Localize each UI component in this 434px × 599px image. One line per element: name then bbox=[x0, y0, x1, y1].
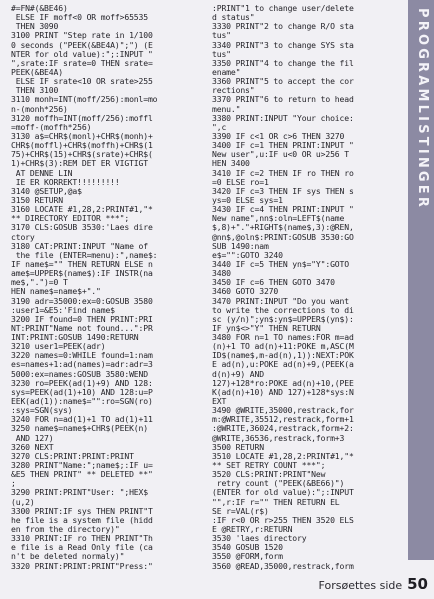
code-line: 3240 FOR n=ad(1)+1 TO ad(1)+11 bbox=[11, 415, 153, 425]
code-line: EXT bbox=[212, 397, 227, 407]
code-line: IF yn$<>"Y" THEN RETURN bbox=[212, 323, 321, 333]
code-line: d(n)+9) AND bbox=[212, 369, 264, 379]
code-line: HEN 3400 bbox=[212, 159, 250, 169]
code-line: 3520 CLS:PRINT:PRINT"New bbox=[212, 470, 326, 480]
code-line: 75)+CHR$(15)+CHR$(srate)+CHR$( bbox=[11, 150, 153, 160]
sidebar-title: PROGRAMLISTINGER bbox=[415, 8, 430, 211]
code-line: 3320 PRINT:PRINT:PRINT"Press:" bbox=[11, 561, 153, 571]
code-line: sys=PEEK(ad(1)+10) AND 128:u=P bbox=[11, 387, 153, 397]
code-line: 3150 RETURN bbox=[11, 195, 63, 205]
code-line: rections" bbox=[212, 86, 255, 96]
code-line: INT:PRINT:GOSUB 1490:RETURN bbox=[11, 333, 139, 343]
code-line: 3460 GOTO 3270 bbox=[212, 287, 279, 297]
code-line: en from the directory)" bbox=[11, 525, 120, 535]
page-number: 50 bbox=[407, 575, 428, 593]
code-line: d status" bbox=[212, 13, 255, 23]
continued-label: Forsøettes side bbox=[318, 579, 403, 592]
code-line: 3270 CLS:PRINT:PRINT:PRINT bbox=[11, 451, 134, 461]
code-line: AT DENNE LIN bbox=[11, 168, 73, 178]
code-line: 3170 CLS:GOSUB 3530:'Laes dire bbox=[11, 223, 153, 233]
code-line: ame$=UPPER$(name$):IF INSTR(na bbox=[11, 269, 153, 279]
code-line: 3540 GOSUB 1520 bbox=[212, 543, 283, 553]
code-line: 3450 IF c=6 THEN GOTO 3470 bbox=[212, 278, 335, 288]
code-line: $,8)+"."+RIGHT$(name$,3):@REN, bbox=[212, 223, 354, 233]
code-line: 3430 IF c=4 THEN PRINT:INPUT " bbox=[212, 205, 354, 215]
code-line: NT:PRINT"Name not found...":PR bbox=[11, 323, 153, 333]
code-line: =moff-(moffh*256) bbox=[11, 122, 92, 132]
code-line: he file is a system file (hidd bbox=[11, 515, 153, 525]
code-line: 3390 IF c<1 OR c>6 THEN 3270 bbox=[212, 131, 345, 141]
code-line: 3230 ro=PEEK(ad(1)+9) AND 128: bbox=[11, 378, 153, 388]
code-line: 3300 PRINT:IF sys THEN PRINT"T bbox=[11, 506, 153, 516]
code-line: 3290 PRINT:PRINT"User: ";HEX$ bbox=[11, 488, 148, 498]
code-line: n't be deleted normaly)" bbox=[11, 552, 125, 562]
code-line: 3110 monh=INT(moff/256):monl=mo bbox=[11, 95, 158, 105]
code-line: ** DIRECTORY EDITOR ***"; bbox=[11, 214, 130, 224]
code-line: 3210 user1=PEEK(adr) bbox=[11, 342, 106, 352]
listing-column-left bbox=[11, 4, 207, 571]
code-line: E ad(n),u:POKE ad(n)+9,(PEEK(a bbox=[212, 360, 354, 370]
code-line: the file (ENTER=menu):",name$: bbox=[11, 250, 158, 260]
code-line: THEN 3090 bbox=[11, 22, 59, 32]
code-line: ",srate:IF srate=0 THEN srate= bbox=[11, 58, 153, 68]
code-line: 3400 IF c=1 THEN PRINT:INPUT " bbox=[212, 141, 354, 151]
code-line: 3160 LOCATE #1,28,2:PRINT#1,"* bbox=[11, 205, 153, 215]
code-line: 3200 IF found=0 THEN PRINT:PRI bbox=[11, 314, 153, 324]
code-line: IF name$="" THEN RETURN ELSE n bbox=[11, 259, 153, 269]
code-line: 127)+128*ro:POKE ad(n)+10,(PEE bbox=[212, 378, 354, 388]
code-line: 3250 name$=name$+CHR$(PEEK(n) bbox=[11, 424, 148, 434]
code-line: SUB 1490:nam bbox=[212, 241, 269, 251]
code-line: sc (y/n)";yn$:yn$=UPPER$(yn$): bbox=[212, 314, 354, 324]
code-line: HEN name$=name$+"." bbox=[11, 287, 101, 297]
code-line: retry count ("PEEK(&BE66)") bbox=[212, 479, 345, 489]
code-line: 3190 adr=35000:ex=0:GOSUB 3580 bbox=[11, 296, 153, 306]
code-line: (n)+1 TO ad(n)+11:POKE m,ASC(M bbox=[212, 342, 354, 352]
code-line: ",c bbox=[212, 122, 227, 132]
code-line: THEN 3100 bbox=[11, 86, 59, 96]
code-line: ; bbox=[11, 479, 16, 489]
listing-column-right bbox=[212, 4, 408, 571]
code-line: menu." bbox=[212, 104, 241, 114]
code-line: CHR$(moffl)+CHR$(moffh)+CHR$(1 bbox=[11, 141, 153, 151]
code-line: e$="":GOTO 3240 bbox=[212, 250, 283, 260]
code-line: 3480 FOR n=1 TO names:FOR m=ad bbox=[212, 333, 354, 343]
code-line: 3100 PRINT "Step rate in 1/100 bbox=[11, 31, 153, 41]
code-line: 3340 PRINT"3 to change SYS sta bbox=[212, 40, 354, 50]
code-line: =0 ELSE ro=1 bbox=[212, 177, 269, 187]
code-line: @nn$,@oln$:PRINT:GOSUB 3530:GO bbox=[212, 232, 354, 242]
code-line: ctory bbox=[11, 232, 35, 242]
code-line: &E5 THEN PRINT" ** DELETED **" bbox=[11, 470, 153, 480]
code-line: 3370 PRINT"6 to return to head bbox=[212, 95, 354, 105]
section-sidebar bbox=[408, 0, 434, 560]
code-line: IE ER KORREKT!!!!!!!!! bbox=[11, 177, 120, 187]
code-line: 3470 PRINT:INPUT "Do you want bbox=[212, 296, 349, 306]
code-line: "",r:IF r="" THEN RETURN EL bbox=[212, 497, 340, 507]
code-line: 3410 IF c=2 THEN IF ro THEN ro bbox=[212, 168, 354, 178]
code-line: 3510 LOCATE #1,28,2:PRINT#1,"* bbox=[212, 451, 354, 461]
code-line: @WRITE,36536,restrack,form+3 bbox=[212, 433, 345, 443]
code-line: 0 seconds ("PEEK(&BE4A)";") (E bbox=[11, 40, 153, 50]
code-line: 3530 'laes directory bbox=[212, 534, 307, 544]
code-line: :PRINT"1 to change user/delete bbox=[212, 4, 354, 13]
code-line: 3120 moffh=INT(moff/256):moffl bbox=[11, 113, 153, 123]
code-line: e file is a Read Only file (ca bbox=[11, 543, 153, 553]
code-line: 3560 @READ,35000,restrack,form bbox=[212, 561, 354, 571]
code-line: 1)+CHR$(3):REM DET ER VIGTIGT bbox=[11, 159, 148, 169]
code-line: :@WRITE,36024,restrack,form+2: bbox=[212, 424, 354, 434]
code-line: tus" bbox=[212, 49, 231, 59]
code-line: ename" bbox=[212, 67, 241, 77]
code-line: :IF r<0 OR r>255 THEN 3520 ELS bbox=[212, 515, 354, 525]
code-line: 3380 PRINT:INPUT "Your choice: bbox=[212, 113, 354, 123]
code-line: me$,".")=0 T bbox=[11, 278, 68, 288]
code-line: m:@WRITE,35512,restrack,form+1 bbox=[212, 415, 354, 425]
page-footer bbox=[319, 575, 428, 593]
code-line: (u,2) bbox=[11, 497, 35, 507]
code-line: 3440 IF c=5 THEN yn$="Y":GOTO bbox=[212, 259, 349, 269]
code-line: SE r=VAL(r$) bbox=[212, 506, 269, 516]
code-line: 3330 PRINT"2 to change R/O sta bbox=[212, 22, 354, 32]
code-line: 3350 PRINT"4 to change the fil bbox=[212, 58, 354, 68]
code-line: E @RETRY,r:RETURN bbox=[212, 525, 293, 535]
code-line: 3360 PRINT"5 to accept the cor bbox=[212, 77, 354, 87]
code-line: 3220 names=0:WHILE found=1:nam bbox=[11, 351, 153, 361]
code-line: n-(monh*256) bbox=[11, 104, 68, 114]
code-line: 3310 PRINT:IF ro THEN PRINT"Th bbox=[11, 534, 153, 544]
code-line: 3420 IF c=3 THEN IF sys THEN s bbox=[212, 186, 354, 196]
code-line: ** SET RETRY COUNT ***"; bbox=[212, 461, 326, 471]
code-line: 3130 a$=CHR$(monl)+CHR$(monh)+ bbox=[11, 131, 153, 141]
code-line: 3550 @FORM,form bbox=[212, 552, 283, 562]
code-line: K(ad(n)+10) AND 127)+128*sys:N bbox=[212, 387, 354, 397]
code-line: 3260 NEXT bbox=[11, 442, 54, 452]
code-line: #=FN#(&BE46) bbox=[11, 4, 68, 13]
code-line: 3180 CAT:PRINT:INPUT "Name of bbox=[11, 241, 148, 251]
code-line: 5000:ex=names:GOSUB 3580:WEND bbox=[11, 369, 148, 379]
code-line: :sys=SGN(sys) bbox=[11, 406, 73, 416]
code-line: PEEK(&BE4A) bbox=[11, 67, 63, 77]
code-line: es=names+1:ad(names)=adr:adr=3 bbox=[11, 360, 153, 370]
code-line: tus" bbox=[212, 31, 231, 41]
code-line: :user1=&E5:'Find name$ bbox=[11, 305, 115, 315]
code-line: 3480 bbox=[212, 269, 231, 279]
code-line: (ENTER for old value):";:INPUT bbox=[212, 488, 354, 498]
code-line: 3500 RETURN bbox=[212, 442, 264, 452]
code-line: EEK(ad(1)):name$="":ro=SGN(ro) bbox=[11, 397, 153, 407]
code-line: ELSE IF srate<10 OR srate>255 bbox=[11, 77, 153, 87]
code-line: AND 127) bbox=[11, 433, 54, 443]
code-line: 3490 @WRITE,35000,restrack,for bbox=[212, 406, 354, 416]
code-line: NTER for old value):";:INPUT " bbox=[11, 49, 153, 59]
code-line: to write the corrections to di bbox=[212, 305, 354, 315]
code-line: 3140 @SETUP,@a$ bbox=[11, 186, 82, 196]
code-line: 3280 PRINT"Name:";name$;:IF u= bbox=[11, 461, 153, 471]
code-line: ELSE IF moff<0 OR moff>65535 bbox=[11, 13, 148, 23]
code-line: ys=0 ELSE sys=1 bbox=[212, 195, 283, 205]
code-line: ID$(name$,m-ad(n),1)):NEXT:POK bbox=[212, 351, 354, 361]
code-line: New name",nn$:oln=LEFT$(name bbox=[212, 214, 345, 224]
code-line: New user",u:IF u<0 OR u>256 T bbox=[212, 150, 349, 160]
